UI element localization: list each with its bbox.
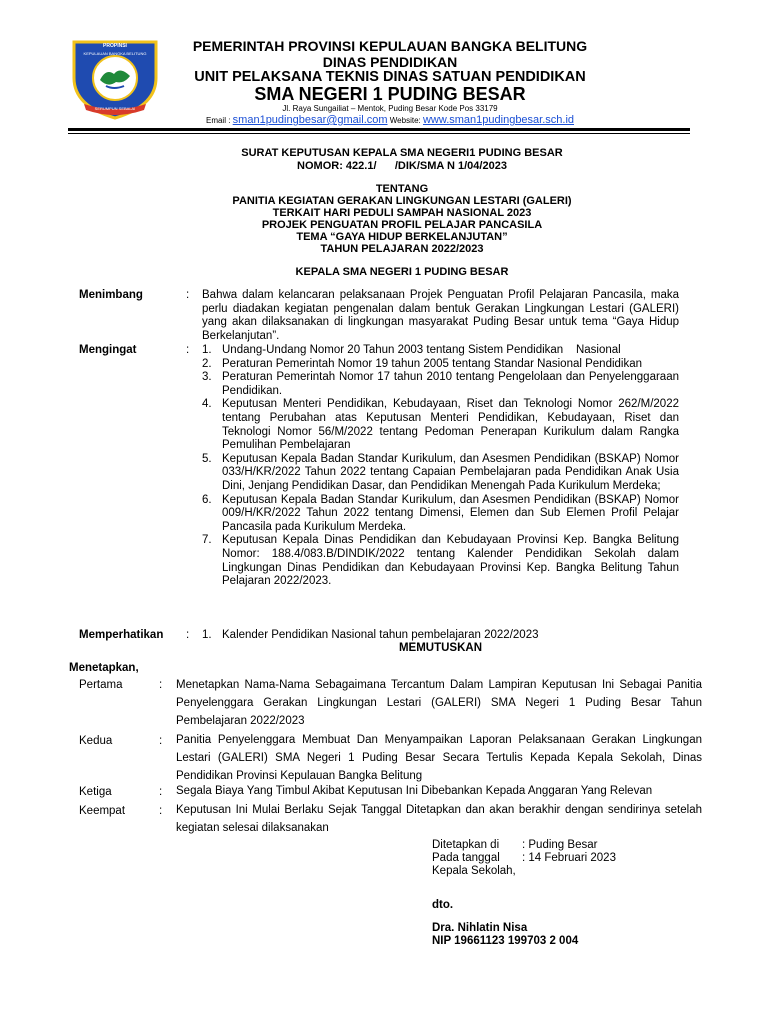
menimbang-colon: : (186, 289, 190, 301)
decree-number: NOMOR: 422.1/ /DIK/SMA N 1/04/2023 (297, 160, 507, 172)
website-link[interactable]: www.sman1pudingbesar.sch.id (422, 114, 575, 126)
mengingat-item (202, 453, 679, 494)
item-text: Peraturan Pemerintah Nomor 19 tahun 2005 tentang Standar Nasional Pendidikan (222, 357, 643, 370)
sign-place-value: : Puding Besar (522, 839, 598, 851)
item-text: Keputusan Kepala Dinas Pendidikan dan Kebudayaan Provinsi Kep. Bangka Belitung Nomor: 188.4/083.B/DINDIK/2022 tentang Kalender Pendidikan Sekolah dalam Lingkungan Dinas Pendidikan dan Kebudayaan Provinsi Kep. Bangka Belitung Tahun Pelajaran 2022/2023. (222, 534, 679, 588)
keempat-text: Keputusan Ini Mulai Berlaku Sejak Tanggal Ditetapkan dan akan berakhir dengan sendirinya setelah kegiatan selesai dilaksanakan (176, 804, 702, 834)
item-text: Keputusan Kepala Badan Standar Kurikulum, dan Asesmen Pendidikan (BSKAP) Nomor 033/H/KR/2022 Tahun 2022 tentang Capaian Pembelajaran pada Pendidikan Anak Usia Dini, Jenjang Pendidikan Dasar, dan Pendidikan Menengah Pada Kurikulum Merdeka; (222, 452, 679, 492)
memperhatikan-label: Memperhatikan (79, 629, 164, 641)
sign-date-value: : 14 Februari 2023 (522, 852, 616, 864)
mengingat-item (202, 344, 679, 358)
item-text: Keputusan Kepala Badan Standar Kurikulum, dan Asesmen Pendidikan (BSKAP) Nomor 009/H/KR/2022 Tahun 2022 tentang Dimensi, Elemen dan Sub Elemen Profil Pelajar Pancasila pada Kurikulum Merdeka. (222, 493, 679, 533)
subject-line-3: PROJEK PENGUATAN PROFIL PELAJAR PANCASILA (261, 219, 543, 231)
pertama-label: Pertama (79, 679, 123, 691)
letterhead-line2: DINAS PENDIDIKAN (322, 54, 458, 70)
email-label: Email : (205, 116, 231, 125)
sign-dto: dto. (432, 899, 454, 911)
keempat-label: Keempat (79, 805, 126, 817)
item-number: 5. (202, 452, 212, 465)
kedua-colon: : (159, 735, 163, 747)
mengingat-item (202, 371, 679, 398)
item-text: Peraturan Pemerintah Nomor 17 tahun 2010 tentang Pengelolaan dan Penyelenggaraan Pendidikan. (222, 371, 679, 397)
item-number: 4. (202, 398, 212, 411)
menetapkan-label: Menetapkan, (69, 662, 139, 674)
website-label: Website: (389, 116, 421, 125)
letterhead-divider (68, 128, 690, 134)
subject-line-4: TEMA “GAYA HIDUP BERKELANJUTAN” (296, 231, 508, 243)
sign-position: Kepala Sekolah, (432, 865, 516, 877)
menimbang-text: Bahwa dalam kelancaran pelaksanaan Projek Penguatan Profil Pelajaran Pancasila, maka perlu diadakan kegiatan pengenalan dalam bentuk Gerakan Lingkungan Lestari (GALERI) yang akan dilaksanakan di lingkungan masyarakat Puding Besar untuk tema “Gaya Hidup Berkelanjutan”. (202, 289, 679, 342)
subject-line-2: TERKAIT HARI PEDULI SAMPAH NASIONAL 2023 (272, 207, 532, 219)
letterhead-line3: UNIT PELAKSANA TEKNIS DINAS SATUAN PENDIDIKAN (194, 69, 586, 85)
menimbang-label: Menimbang (79, 289, 143, 301)
item-text: Kalender Pendidikan Nasional tahun pembelajaran 2022/2023 (222, 629, 539, 641)
contact-line (180, 114, 600, 126)
mengingat-item (202, 398, 679, 452)
mengingat-list (202, 344, 679, 589)
signatory-nip: NIP 19661123 199703 2 004 (432, 935, 579, 947)
subject-line-5: TAHUN PELAJARAN 2022/2023 (320, 243, 484, 255)
decree-title: SURAT KEPUTUSAN KEPALA SMA NEGERI1 PUDING BESAR (241, 147, 563, 159)
keempat-colon: : (159, 805, 163, 817)
pertama-text: Menetapkan Nama-Nama Sebagaimana Tercantum Dalam Lampiran Keputusan Ini Sebagai Panitia Penyelenggara Gerakan Lingkungan Lestari (GALERI) SMA Negeri 1 Puding Besar Tahun Pembelajaran 2022/2023 (176, 679, 702, 727)
item-number: 1. (202, 344, 212, 356)
letterhead-line1: PEMERINTAH PROVINSI KEPULAUAN BANGKA BELITUNG (192, 38, 588, 54)
provincial-logo (68, 38, 162, 120)
signatory-name: Dra. Nihlatin Nisa (432, 922, 528, 934)
school-name: SMA NEGERI 1 PUDING BESAR (254, 84, 526, 104)
mengingat-label: Mengingat (79, 344, 137, 356)
kedua-text: Panitia Penyelenggara Membuat Dan Menyampaikan Laporan Pelaksanaan Gerakan Lingkungan Lestari (GALERI) SMA Negeri 1 Puding Besar Secara Tertulis Kepada Kepala Sekolah, Dinas Pendidikan Provinsi Kepulauan Bangka Belitung (176, 734, 702, 782)
item-number: 7. (202, 534, 212, 547)
ketiga-label: Ketiga (79, 786, 112, 798)
sign-date-label: Pada tanggal (432, 852, 500, 864)
mengingat-item (202, 358, 679, 372)
pertama-colon: : (159, 679, 163, 691)
mengingat-item (202, 534, 679, 588)
kedua-label: Kedua (79, 735, 113, 747)
memperhatikan-item (202, 629, 679, 643)
tentang-heading: TENTANG (375, 183, 429, 195)
school-address: Jl. Raya Sungailiat – Mentok, Puding Besar Kode Pos 33179 (282, 104, 498, 113)
item-number: 2. (202, 357, 212, 370)
item-text: Keputusan Menteri Pendidikan, Kebudayaan, Riset dan Teknologi Nomor 262/M/2022 tentang Perubahan atas Keputusan Menteri Pendidikan, Kebudayaan, Riset dan Teknologi Nomor 56/M/2022 tentang Pedoman Penerapan Kurikulum dalam Rangka Pemulihan Pembelajaran (222, 398, 679, 452)
email-link[interactable]: sman1pudingbesar@gmail.com (232, 114, 388, 126)
mengingat-item (202, 494, 679, 535)
logo-caption: PROPINSI (103, 43, 127, 49)
mengingat-colon: : (186, 344, 190, 356)
item-number: 3. (202, 371, 212, 384)
logo-ring-text: KEPULAUAN BANGKA BELITUNG (83, 51, 147, 56)
item-number: 1. (202, 629, 212, 641)
logo-ribbon-text: SERUMPUN SEBALAI (94, 106, 136, 111)
ketiga-colon: : (159, 786, 163, 798)
item-text: Undang-Undang Nomor 20 Tahun 2003 tentang Sistem Pendidikan Nasional (222, 344, 621, 356)
ketiga-text: Segala Biaya Yang Timbul Akibat Keputusan Ini Dibebankan Kepada Anggaran Yang Relevan (176, 785, 653, 797)
issuer-heading: KEPALA SMA NEGERI 1 PUDING BESAR (295, 266, 509, 278)
subject-line-1: PANITIA KEGIATAN GERAKAN LINGKUNGAN LESTARI (GALERI) (232, 195, 572, 207)
memutuskan-heading: MEMUTUSKAN (398, 642, 483, 654)
item-number: 6. (202, 493, 212, 506)
memperhatikan-colon: : (186, 629, 190, 641)
sign-place-label: Ditetapkan di (432, 839, 500, 851)
